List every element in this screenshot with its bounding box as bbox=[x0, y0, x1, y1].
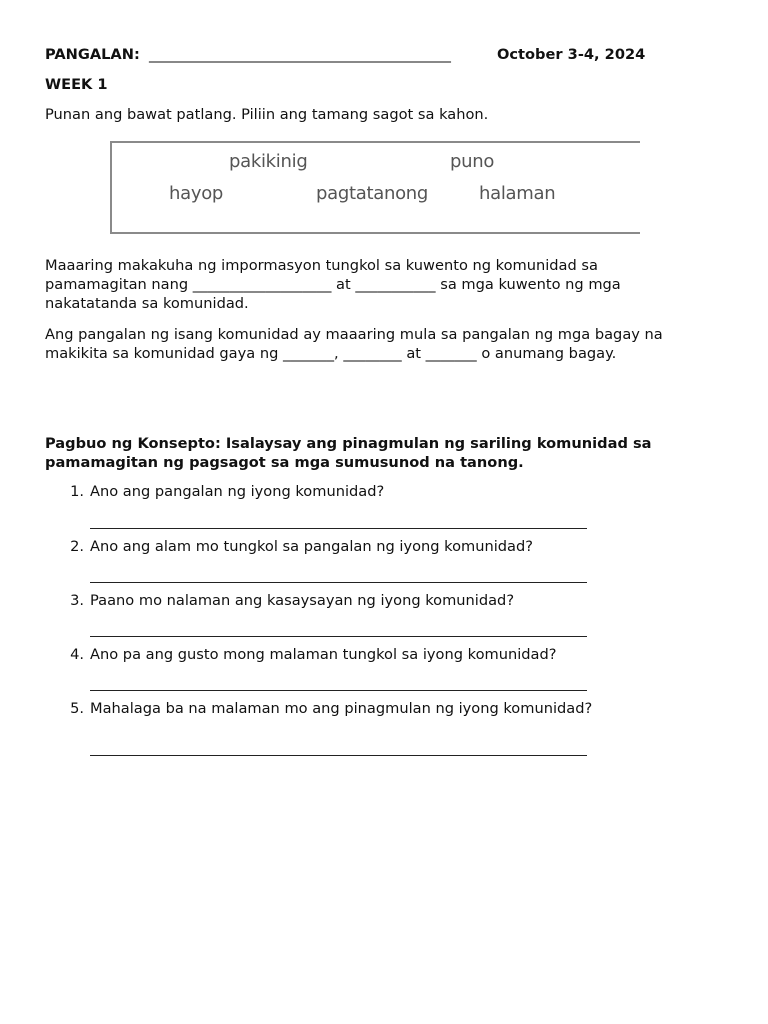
question-text: Mahalaga ba na malaman mo ang pinagmulan ng iyong komunidad? bbox=[90, 700, 593, 717]
question-text: Ano pa ang gusto mong malaman tungkol sa iyong komunidad? bbox=[90, 646, 557, 663]
paragraph-2-line-2: makikita sa komunidad gaya ng _______, ________ at _______ o anumang bagay. bbox=[45, 345, 617, 362]
paragraph-2 bbox=[45, 325, 663, 363]
paragraph-2-line-1: Ang pangalan ng isang komunidad ay maaaring mula sa pangalan ng mga bagay na bbox=[45, 326, 663, 343]
answer-line[interactable] bbox=[90, 755, 587, 756]
answer-line[interactable] bbox=[90, 636, 587, 637]
date-text: October 3-4, 2024 bbox=[497, 46, 646, 63]
concept-heading bbox=[45, 434, 652, 472]
week-label: WEEK 1 bbox=[45, 76, 108, 93]
word-option: hayop bbox=[169, 183, 224, 204]
word-option: puno bbox=[450, 151, 495, 172]
paragraph-1-line-3: nakatatanda sa komunidad. bbox=[45, 295, 249, 312]
answer-line[interactable] bbox=[90, 690, 587, 691]
question-number: 5. bbox=[70, 700, 84, 717]
answer-line[interactable] bbox=[90, 528, 587, 529]
word-option: halaman bbox=[479, 183, 556, 204]
concept-heading-line-2: pamamagitan ng pagsagot sa mga sumusunod na tanong. bbox=[45, 454, 524, 471]
word-box bbox=[110, 141, 640, 234]
question-number: 1. bbox=[70, 483, 84, 500]
word-option: pagtatanong bbox=[316, 183, 429, 204]
instruction-text: Punan ang bawat patlang. Piliin ang tamang sagot sa kahon. bbox=[45, 106, 489, 123]
paragraph-1-line-2: pamamagitan nang ___________________ at ___________ sa mga kuwento ng mga bbox=[45, 276, 621, 293]
answer-line[interactable] bbox=[90, 582, 587, 583]
paragraph-1 bbox=[45, 256, 621, 313]
question-number: 2. bbox=[70, 538, 84, 555]
question-number: 4. bbox=[70, 646, 84, 663]
concept-heading-line-1: Pagbuo ng Konsepto: Isalaysay ang pinagmulan ng sariling komunidad sa bbox=[45, 435, 652, 452]
question-number: 3. bbox=[70, 592, 84, 609]
question-text: Ano ang pangalan ng iyong komunidad? bbox=[90, 483, 385, 500]
question-text: Ano ang alam mo tungkol sa pangalan ng iyong komunidad? bbox=[90, 538, 534, 555]
word-option: pakikinig bbox=[229, 151, 308, 172]
question-text: Paano mo nalaman ang kasaysayan ng iyong komunidad? bbox=[90, 592, 515, 609]
paragraph-1-line-1: Maaaring makakuha ng impormasyon tungkol sa kuwento ng komunidad sa bbox=[45, 257, 598, 274]
name-blank: _____________________________________________ bbox=[149, 46, 451, 63]
name-label: PANGALAN: bbox=[45, 46, 140, 63]
